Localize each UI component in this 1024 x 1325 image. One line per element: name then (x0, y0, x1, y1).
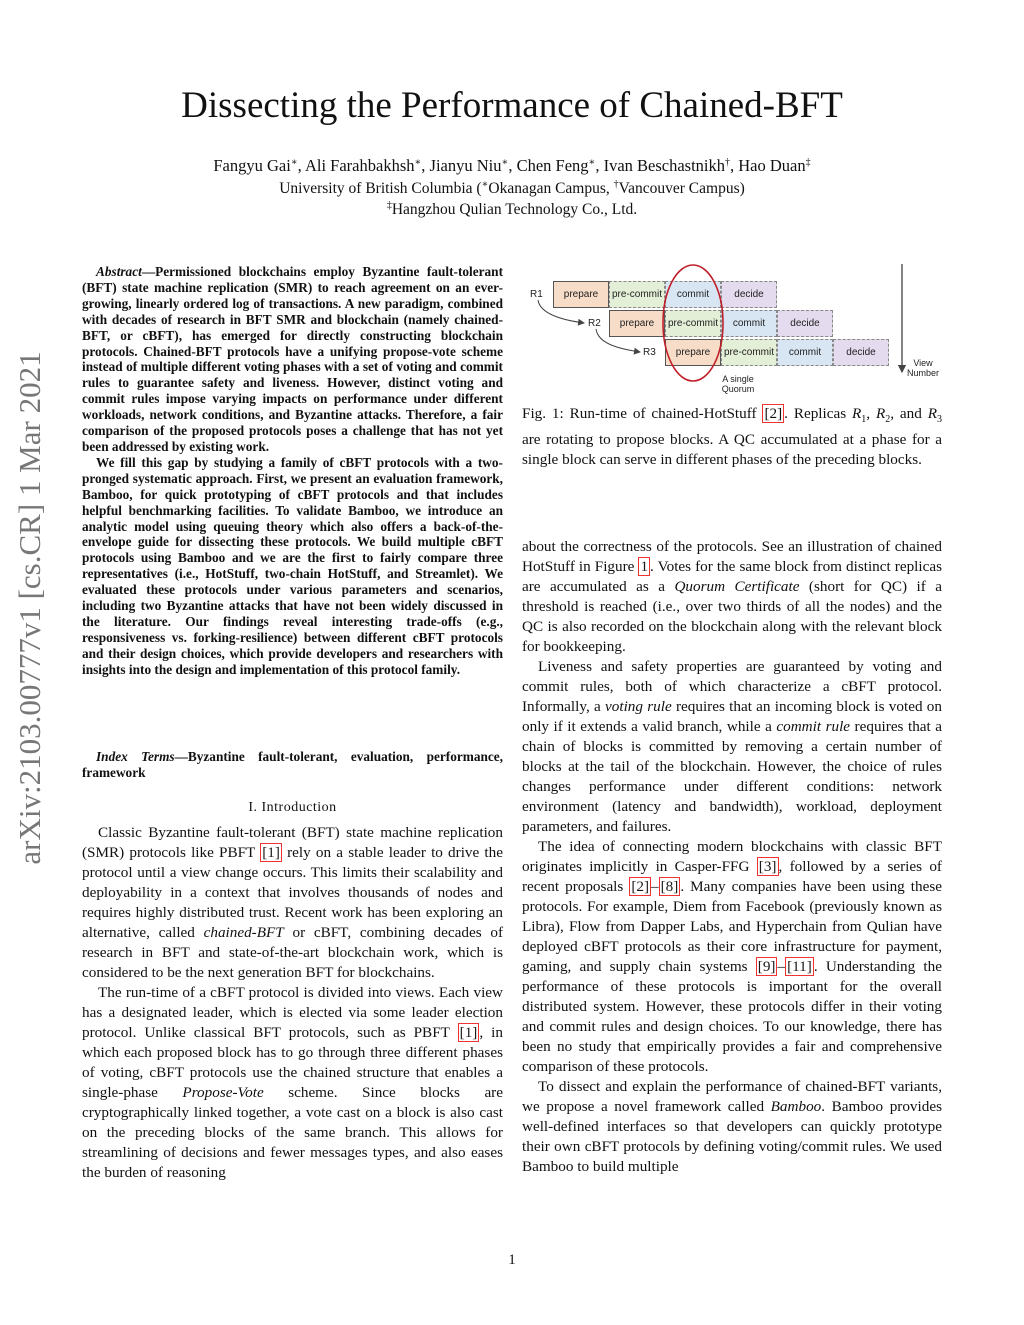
phase-block-decide: decide (721, 281, 777, 308)
replica-label: R3 (643, 347, 656, 358)
citation-link[interactable]: [2] (631, 878, 650, 895)
index-terms: Index Terms—Byzantine fault-tolerant, evaluation, performance, framework (82, 749, 503, 780)
phase-block-pre-commit: pre-commit (609, 281, 665, 308)
paper-title: Dissecting the Performance of Chained-BFT (181, 85, 843, 126)
author: Fangyu Gai∗, (213, 156, 305, 175)
author: Ivan Beschastnikh†, (603, 156, 739, 175)
phase-block-commit: commit (721, 310, 777, 337)
citation-link[interactable]: [11] (787, 958, 812, 975)
arxiv-stamp: arXiv:2103.00777v1 [cs.CR] 1 Mar 2021 (12, 351, 47, 865)
author: Jianyu Niu∗, (429, 156, 517, 175)
phase-block-decide: decide (777, 310, 833, 337)
abstract-paragraph-2: We fill this gap by studying a family of cBFT protocols with a two-pronged systematic approach. First, we present an evaluation framework, Bamboo, for quick prototyping of cBFT protocols and that includes helpful benchmarking facilities. To validate Bamboo, we introduce an analytic model using queuing theory which also offers a back-of-the-envelope guide for dissecting these protocols. We build multiple cBFT protocols using Bamboo and we are the first to fairly compare three representatives (i.e., HotStuff, two-chain HotStuff, and Streamlet). We evaluated these protocols under various parameters and scenarios, including two Byzantine attacks that have not been widely discussed in the literature. Our findings reveal interesting trade-offs (e.g., responsiveness vs. forking-resilience) between different cBFT protocols and their design choices, which provide developers and researchers with insights into the design and implementation of this protocol family. (82, 454, 503, 677)
figure-1-caption: Fig. 1: Run-time of chained-HotStuff [2] . Replicas $R_1$, $R_2$, and $R_3$ are rotating to propose blocks. A QC accumulated at a phase for a single block can serve in different phases of the preceding blocks. (522, 405, 942, 469)
phase-block-decide: decide (833, 339, 889, 366)
phase-block-pre-commit: pre-commit (665, 310, 721, 337)
body-paragraph: The run-time of a cBFT protocol is divided into views. Each view has a designated leader, which is elected via some leader election protocol. Unlike classical BFT protocols, such as PBFT [1] , in which each proposed block has to go through three different phases of voting, cBFT protocols use the chained structure that enables a single-phase Propose-Vote scheme. Since blocks are cryptographically linked together, a vote cast on a block is also cast on the preceding blocks of the same branch. This allows for streamlining of decisions and fewer messages types, and also eases the burden of reasoning (82, 984, 503, 1181)
citation-link[interactable]: [2] (764, 405, 783, 422)
replica-label: R1 (530, 289, 543, 300)
phase-block-pre-commit: pre-commit (721, 339, 777, 366)
figure-ref-link[interactable]: 1 (640, 558, 649, 575)
body-paragraph: Liveness and safety properties are guaranteed by voting and commit rules, both of which characterize a cBFT protocol. Informally, a voting rule requires that an incoming block is voted on only if it extends a valid branch, while a commit rule requires that a chain of blocks is committed by removing a certain number of blocks at the tail of the blockchain. However, the choice of rules changes performance under different conditions: network environment (latency and bandwidth), workload, deployment parameters, and failures. (522, 658, 942, 835)
phase-block-commit: commit (777, 339, 833, 366)
phase-block-prepare: prepare (609, 310, 665, 337)
replica-label: R2 (588, 318, 601, 329)
citation-link[interactable]: [9] (757, 958, 776, 975)
body-paragraph: To dissect and explain the performance of chained-BFT variants, we propose a novel framework called Bamboo. Bamboo provides well-defined interfaces so that developers can quickly prototype their own cBFT protocols by defining voting/commit rules. We used Bamboo to build multiple (522, 1078, 942, 1175)
phase-block-commit: commit (665, 281, 721, 308)
body-paragraph: Classic Byzantine fault-tolerant (BFT) state machine replication (SMR) protocols like PBFT [1] rely on a stable leader to drive the protocol until a view change occurs. This limits their scalability and deployability in a context that involves thousands of nodes and requires highly distributed trust. Recent work has been exploring an alternative, called chained-BFT or cBFT, combining decades of research in BFT and state-of-the-art blockchain work, which is considered to be the next generation BFT for blockchains. (82, 824, 504, 981)
abstract (82, 264, 503, 678)
right-column-body (522, 537, 942, 1177)
citation-link[interactable]: [8] (660, 878, 679, 895)
affiliation-ubc: University of British Columbia (∗Okanagan Campus, †Vancouver Campus) (279, 179, 745, 197)
quorum-label: A single Quorum (721, 374, 755, 394)
citation-link[interactable]: [1] (459, 1024, 478, 1041)
page-number: 1 (508, 1252, 516, 1268)
author: Hao Duan‡ (738, 156, 811, 175)
section-heading-introduction: I. Introduction (248, 800, 337, 815)
phase-block-prepare: prepare (665, 339, 721, 366)
author: Chen Feng∗, (516, 156, 604, 175)
view-number-label: View Number (906, 358, 939, 378)
affiliation-qulian: ‡Hangzhou Qulian Technology Co., Ltd. (386, 200, 638, 218)
left-column-body (82, 823, 503, 1183)
author: Ali Farahbakhsh∗, (304, 156, 430, 175)
body-paragraph: The idea of connecting modern blockchains with classic BFT originates implicitly in Casper-FFG [3] , followed by a series of recent proposals [2] – [8] . Many companies have been using these protocols. For example, Diem from Facebook (previously known as Libra), Flow from Dapper Labs, and Hyperchain from Qulian have deployed cBFT protocols as their core infrastructure for payment, gaming, and supply chain systems [9] – [11] . Understanding the performance of these protocols is important for the overall distributed system. However, these protocols differ in their voting and commit rules and design choices. To our knowledge, there has been no study that empirically provides a fair and comprehensive comparison of these protocols. (522, 838, 942, 1075)
abstract-paragraph-1: Abstract—Permissioned blockchains employ Byzantine fault-tolerant (BFT) state machine replication (SMR) to reach agreement on an ever-growing, linearly ordered log of transactions. A new paradigm, combined with decades of research in BFT SMR and blockchain (namely chained-BFT, or cBFT), has emerged for directly constructing blockchain protocols. Chained-BFT protocols have a unifying propose-vote scheme instead of multiple different voting phases with a set of voting and commit rules to guarantee safety and liveness. However, distinct voting and commit rules impose varying impacts on performance under different workloads, network conditions, and Byzantine attacks. Therefore, a fair comparison of the proposed protocols poses a challenge that has not yet been addressed by existing work. (82, 264, 503, 454)
author-list (0, 155, 1024, 176)
phase-block-prepare: prepare (553, 281, 609, 308)
citation-link[interactable]: [1] (262, 844, 280, 861)
body-paragraph: about the correctness of the protocols. See an illustration of chained HotStuff in Figure 1 . Votes for the same block from distinct replicas are accumulated as a Quorum Certificate (short for QC) if a threshold is reached (i.e., over two thirds of all the nodes) and the QC is also recorded on the blockchain along with the relevant block for bookkeeping. (522, 538, 942, 655)
figure-1-diagram (522, 262, 942, 392)
citation-link[interactable]: [3] (758, 858, 777, 875)
